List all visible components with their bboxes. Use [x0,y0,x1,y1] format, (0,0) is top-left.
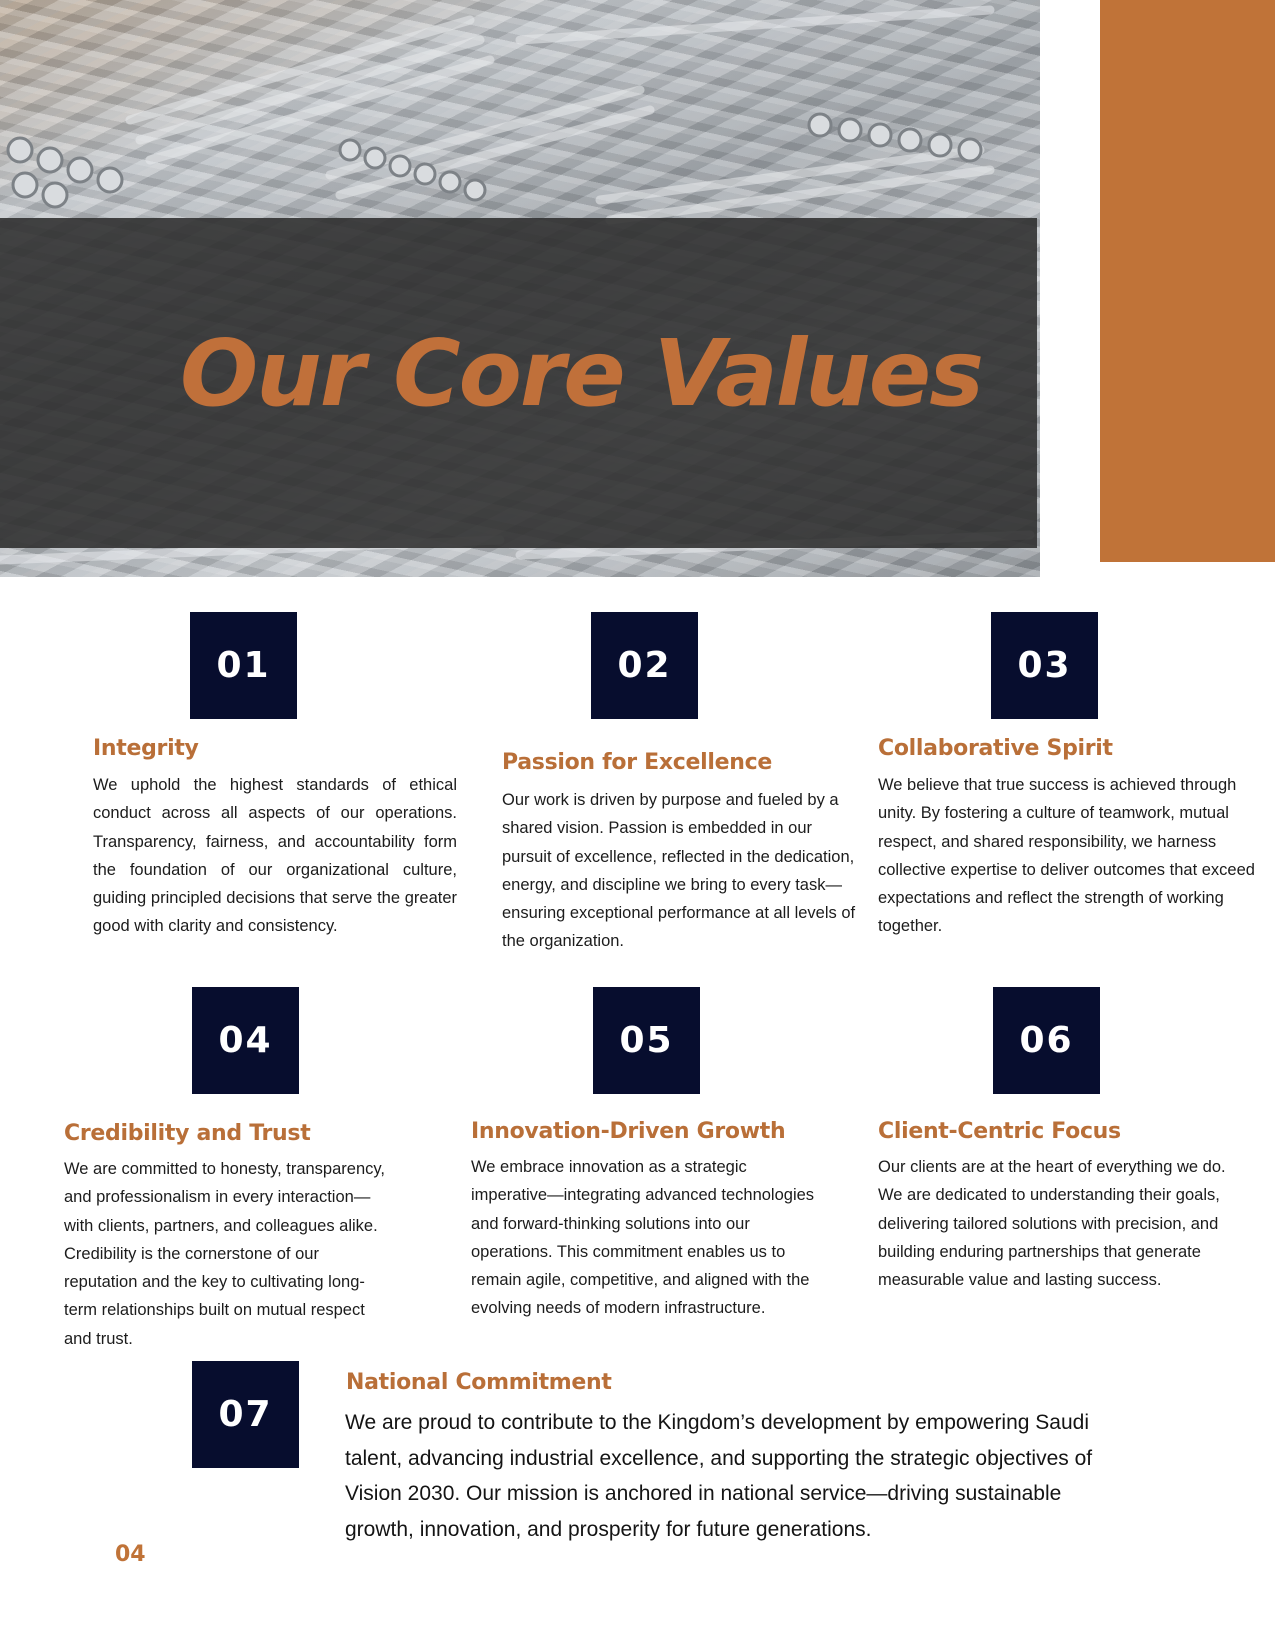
value-number-box: 01 [190,612,297,719]
page-title: Our Core Values [180,320,982,427]
value-number-box: 02 [591,612,698,719]
value-title: Credibility and Trust [64,1121,311,1146]
value-number-box: 05 [593,987,700,1094]
value-description: Our clients are at the heart of everything we do. We are dedicated to understanding their goals, delivering tailored solutions with precision, and building enduring partnerships that generate measurable value and lasting success. [878,1158,1226,1290]
value-title: Client-Centric Focus [878,1119,1121,1144]
value-number-box: 04 [192,987,299,1094]
value-description: We believe that true success is achieved through unity. By fostering a culture of teamwork, mutual respect, and shared responsibility, we harness collective expertise to deliver outcomes that exceed expectations and reflect the strength of working together. [878,776,1255,936]
value-description: We are committed to honesty, transparency, and professionalism in every interaction—with clients, partners, and colleagues alike. Credibility is the cornerstone of our reputation and the key to cultivating long-term relationships built on mutual respect and trust. [64,1160,385,1348]
accent-bar [1100,0,1275,562]
value-title: Integrity [93,736,199,761]
value-number-box: 06 [993,987,1100,1094]
value-description: Our work is driven by purpose and fueled by a shared vision. Passion is embedded in our pursuit of excellence, reflected in the dedication, energy, and discipline we bring to every task—ensuring exceptional performance at all levels of the organization. [502,791,856,951]
value-description: We are proud to contribute to the Kingdom’s development by empowering Saudi talent, advancing industrial excellence, and supporting the strategic objectives of Vision 2030. Our mission is anchored in national service—driving sustainable growth, innovation, and prosperity for future generations. [345,1411,1093,1541]
hero-photo [0,0,1040,577]
value-number-box: 03 [991,612,1098,719]
page-number: 04 [115,1542,146,1567]
value-number-box: 07 [192,1361,299,1468]
value-description: We embrace innovation as a strategic imperative—integrating advanced technologies and forward-thinking solutions into our operations. This commitment enables us to remain agile, competitive, and aligned with the evolving needs of modern infrastructure. [471,1158,815,1318]
value-title: National Commitment [346,1370,612,1395]
value-description: We uphold the highest standards of ethical conduct across all aspects of our operations. Transparency, fairness, and accountability form the foundation of our organizational culture, guiding principled decisions that serve the greater good with clarity and consistency. [93,776,457,936]
value-title: Collaborative Spirit [878,736,1113,761]
value-title: Passion for Excellence [502,750,772,775]
value-title: Innovation-Driven Growth [471,1119,786,1144]
